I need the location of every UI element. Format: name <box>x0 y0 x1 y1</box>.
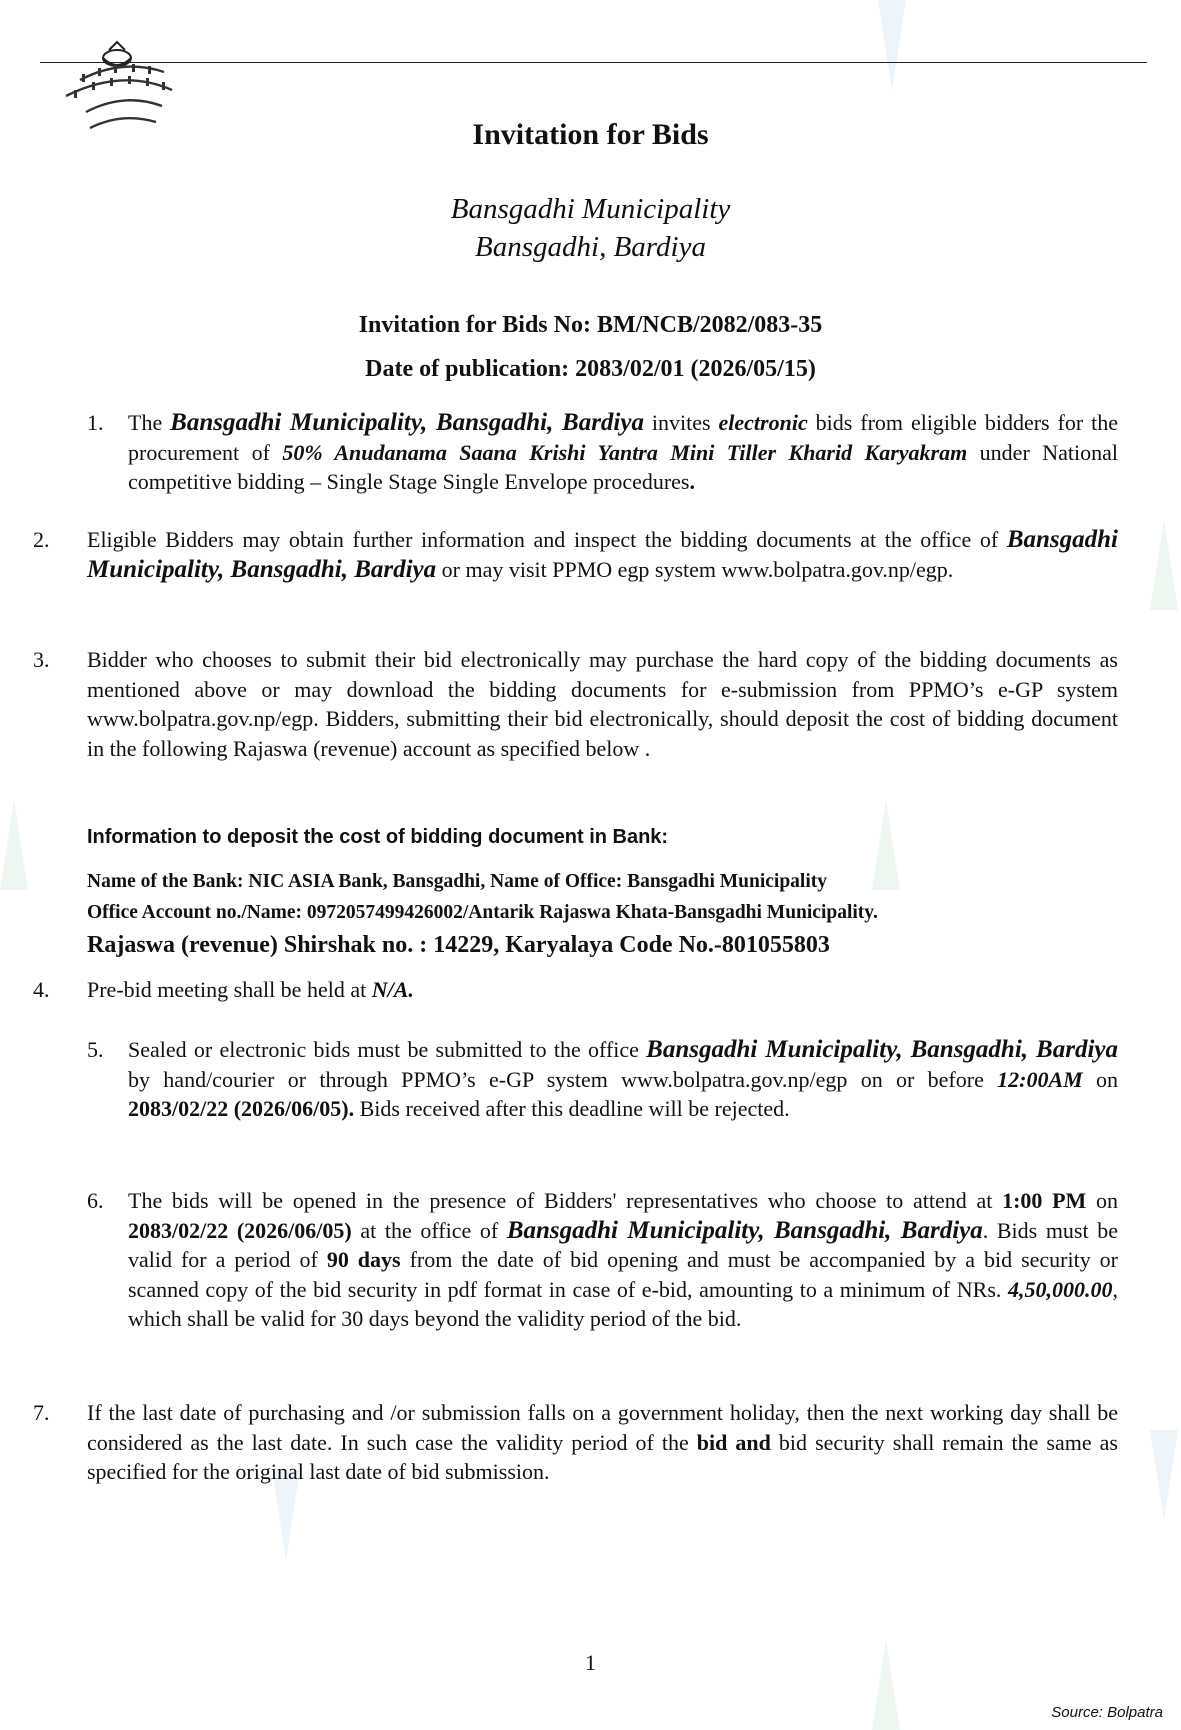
revenue-code-line: Rajaswa (revenue) Shirshak no. : 14229, Karyalaya Code No.-801055803 <box>87 932 830 958</box>
bank-info-heading: Information to deposit the cost of bidding document in Bank: <box>87 826 669 848</box>
paragraph-6: The bids will be opened in the presence of Bidders' representatives who choose to attend at 1:00 PM on 2083/02/22 (2026/06/05) at the office of Bansgadhi Municipality, Bansgadhi, Bardiya. Bids must be valid for a period of 90 days from the date of bid opening and must be accompanied by a bid security or scanned copy of the bid security in pdf format in case of e-bid, amounting to a minimum of NRs. 4,50,000.00, which shall be valid for 30 days beyond the validity period of the bid. <box>128 1188 1119 1331</box>
paragraph-1: The Bansgadhi Municipality, Bansgadhi, Bardiya invites electronic bids from eligible bidders for the procurement of 50% Anudanama Saana Krishi Yantra Mini Tiller Kharid Karyakram under National competitive bidding – Single Stage Single Envelope procedures. <box>128 409 1119 494</box>
validity-days: 90 days <box>326 1247 401 1272</box>
publication-date: Date of publication: 2083/02/01 (2026/05/15) <box>365 356 816 382</box>
organization-reference: Bansgadhi Municipality, Bansgadhi, Bardiya <box>170 409 644 436</box>
item-number: 4. <box>33 977 50 1002</box>
document-title: Invitation for Bids <box>472 118 709 151</box>
watermark-arrow-icon <box>1150 520 1178 610</box>
opening-time: 1:00 PM <box>1002 1188 1087 1213</box>
item-number: 1. <box>87 410 104 435</box>
paragraph-3: Bidder who chooses to submit their bid electronically may purchase the hard copy of the bidding documents as mentioned above or may download the bidding documents for e-submission from PPMO’s e-GP system www.bolpatra.gov.np/egp. Bidders, submitting their bid electronically, should deposit the cost of bidding document in the following Rajaswa (revenue) account as specified below . <box>87 647 1118 761</box>
bank-account-line: Office Account no./Name: 0972057499426002/Antarik Rajaswa Khata-Bansgadhi Municipality. <box>87 902 878 923</box>
organization-reference: Bansgadhi Municipality, Bansgadhi, Bardiya <box>506 1216 983 1244</box>
item-number: 7. <box>33 1400 50 1425</box>
watermark-arrow-icon <box>0 800 28 890</box>
item-number: 3. <box>33 647 50 672</box>
bid-security-amount: 4,50,000.00 <box>1008 1276 1113 1302</box>
paragraph-2: Eligible Bidders may obtain further information and inspect the bidding documents at the office of Bansgadhi Municipality, Bansgadhi, Bardiya or may visit PPMO egp system www.bolpatra.gov.np/egp. <box>87 526 1118 583</box>
source-label: Source: Bolpatra <box>1051 1704 1163 1721</box>
submission-date: 2083/02/22 (2026/06/05). <box>128 1096 355 1121</box>
bank-name-line: Name of the Bank: NIC ASIA Bank, Bansgadhi, Name of Office: Bansgadhi Municipality <box>87 871 828 892</box>
item-number: 6. <box>87 1188 104 1213</box>
paragraph-5: Sealed or electronic bids must be submitted to the office Bansgadhi Municipality, Bansgadhi, Bardiya by hand/courier or through PPMO’s e-GP system www.bolpatra.gov.np/egp on or before 12:00AM on 2083/02/22 (2026/06/05). Bids received after this deadline will be rejected. <box>128 1036 1119 1121</box>
watermark-arrow-icon <box>878 0 906 90</box>
item-number: 5. <box>87 1037 104 1062</box>
page-number: 1 <box>585 1650 596 1675</box>
top-rule <box>40 62 1147 63</box>
ifb-number: Invitation for Bids No: BM/NCB/2082/083-35 <box>358 312 823 338</box>
organization-name <box>0 190 1181 266</box>
paragraph-4: Pre-bid meeting shall be held at N/A. <box>87 977 414 1002</box>
submission-time: 12:00AM <box>997 1066 1083 1092</box>
organization-line-1: Bansgadhi Municipality <box>450 193 731 225</box>
item-number: 2. <box>33 527 50 552</box>
project-name: 50% Anudanama Saana Krishi Yantra Mini Tiller Kharid Karyakram <box>282 439 968 465</box>
organization-line-2: Bansgadhi, Bardiya <box>475 231 706 263</box>
organization-reference: Bansgadhi Municipality, Bansgadhi, Bardiya <box>87 526 1118 583</box>
watermark-arrow-icon <box>872 800 900 890</box>
watermark-arrow-icon <box>1150 1430 1178 1520</box>
organization-reference: Bansgadhi Municipality, Bansgadhi, Bardiya <box>646 1036 1118 1063</box>
paragraph-7: If the last date of purchasing and /or submission falls on a government holiday, then the next working day shall be considered as the last date. In such case the validity period of the bid and bid security shall remain the same as specified for the original last date of bid submission. <box>87 1400 1118 1484</box>
opening-date: 2083/02/22 (2026/06/05) <box>128 1217 352 1243</box>
